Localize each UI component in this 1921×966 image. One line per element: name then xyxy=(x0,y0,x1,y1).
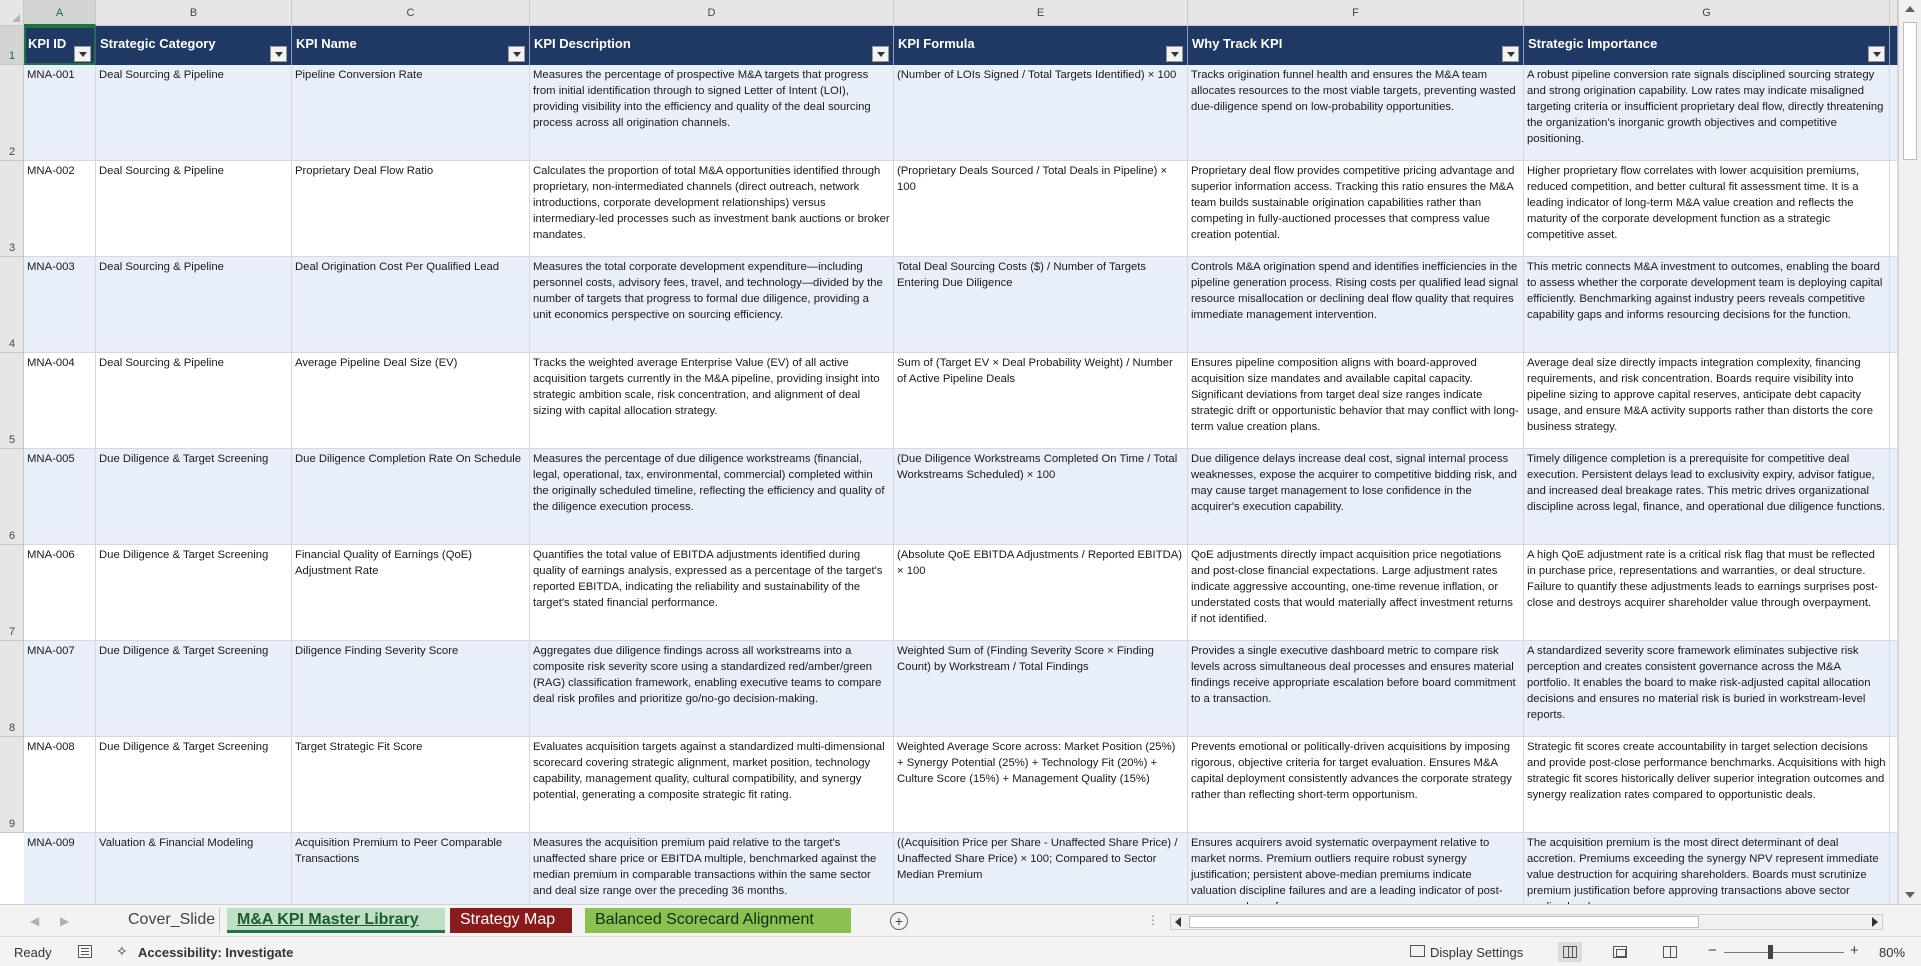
scroll-down-icon[interactable] xyxy=(1905,892,1915,898)
cell-kpi-id[interactable]: MNA-005 xyxy=(24,449,96,545)
cell-kpi-formula[interactable]: (Absolute QoE EBITDA Adjustments / Reported EBITDA) × 100 xyxy=(894,545,1188,641)
cell-kpi-description[interactable]: Aggregates due diligence findings across all workstreams into a composite risk severity score using a standardized red/amber/green (RAG) classification framework, enabling executive teams to compare deal risk profiles and prioritize go/no-go decision-making. xyxy=(530,641,894,737)
cell-kpi-id[interactable]: MNA-002 xyxy=(24,161,96,257)
column-header-c[interactable]: C xyxy=(292,0,530,26)
column-header-a[interactable]: A xyxy=(24,0,96,26)
cell-partial-column[interactable] xyxy=(1890,65,1898,161)
cell-why-track-kpi[interactable]: Tracks origination funnel health and ensures the M&A team allocates resources to the most viable targets, preventing wasted due-diligence spend on low-probability opportunities. xyxy=(1188,65,1524,161)
cell-kpi-description[interactable]: Evaluates acquisition targets against a standardized multi-dimensional scorecard covering strategic alignment, market position, technology capability, management quality, cultural compatibility, and synergy potential, generating a composite strategic fit rating. xyxy=(530,737,894,833)
cell-why-track-kpi[interactable]: Due diligence delays increase deal cost, signal internal process weaknesses, expose the acquirer to competitive bidding risk, and may cause target management to lose confidence in the acquirer's execution capability. xyxy=(1188,449,1524,545)
filter-dropdown-icon[interactable] xyxy=(270,46,287,62)
cell-strategic-importance[interactable]: Higher proprietary flow correlates with lower acquisition premiums, reduced competition, and better cultural fit assessment time. It is a leading indicator of long-term M&A value creation and reflects the maturity of the corporate development function as a strategic competitive asset. xyxy=(1524,161,1890,257)
column-header-f[interactable]: F xyxy=(1188,0,1524,26)
tab-splitter-icon[interactable]: ⋮ xyxy=(1147,913,1158,927)
horizontal-scrollbar[interactable] xyxy=(1170,914,1883,930)
cell-why-track-kpi[interactable]: QoE adjustments directly impact acquisition price negotiations and post-close financial expectations. Large adjustment rates indicate aggressive accounting, one-time revenue inflation, or understated costs that would materially affect investment returns if not identified. xyxy=(1188,545,1524,641)
cell-kpi-name[interactable]: Average Pipeline Deal Size (EV) xyxy=(292,353,530,449)
display-settings-button[interactable]: Display Settings xyxy=(1430,945,1524,960)
cell-kpi-description[interactable]: Calculates the proportion of total M&A opportunities identified through proprietary, non-intermediated channels (direct outreach, network introductions, corporate development relationships) versus intermediary-led processes such as investment bank auctions or broker mandates. xyxy=(530,161,894,257)
vertical-scrollbar[interactable] xyxy=(1898,0,1921,904)
cell-kpi-name[interactable]: Target Strategic Fit Score xyxy=(292,737,530,833)
normal-view-icon xyxy=(1563,946,1577,958)
accessibility-icon[interactable]: ✧ xyxy=(116,943,128,959)
row-header[interactable]: 7 xyxy=(0,545,24,641)
cell-strategic-importance[interactable]: Timely diligence completion is a prerequisite for competitive deal execution. Persistent delays lead to exclusivity expiry, advisor fatigue, and increased deal breakage rates. This metric drives organizational discipline across legal, finance, and operational due diligence functions. xyxy=(1524,449,1890,545)
cell-kpi-name[interactable]: Due Diligence Completion Rate On Schedule xyxy=(292,449,530,545)
cell-kpi-id[interactable]: MNA-003 xyxy=(24,257,96,353)
status-bar xyxy=(0,936,1921,966)
cell-partial-column[interactable] xyxy=(1890,353,1898,449)
cell-partial-column[interactable] xyxy=(1890,257,1898,353)
column-header-b[interactable]: B xyxy=(96,0,292,26)
cell-strategic-category[interactable]: Due Diligence & Target Screening xyxy=(96,545,292,641)
cell-kpi-name[interactable]: Acquisition Premium to Peer Comparable Transactions xyxy=(292,833,530,929)
cell-kpi-id[interactable]: MNA-001 xyxy=(24,65,96,161)
cell-strategic-category[interactable]: Due Diligence & Target Screening xyxy=(96,737,292,833)
sheet-tab-cover-slide[interactable]: Cover_Slide xyxy=(118,908,220,933)
column-header-e[interactable]: E xyxy=(894,0,1188,26)
cell-kpi-description[interactable]: Quantifies the total value of EBITDA adjustments identified during quality of earnings analysis, expressed as a percentage of the target's reported EBITDA, indicating the reliability and sustainability of the target's stated financial performance. xyxy=(530,545,894,641)
scroll-right-icon[interactable] xyxy=(1872,917,1878,927)
cell-why-track-kpi[interactable]: Proprietary deal flow provides competitive pricing advantage and superior information access. Tracking this ratio ensures the M&A team builds sustainable origination capabilities rather than competing in fully-auctioned processes that compress value creation potential. xyxy=(1188,161,1524,257)
cell-kpi-name[interactable]: Pipeline Conversion Rate xyxy=(292,65,530,161)
cell-kpi-id[interactable]: MNA-008 xyxy=(24,737,96,833)
cell-strategic-importance[interactable]: A high QoE adjustment rate is a critical risk flag that must be reflected in purchase price, representations and warranties, or deal structure. Failure to quantify these adjustments leads to earnings surprises post-close and destroys acquirer shareholder value through overpayment. xyxy=(1524,545,1890,641)
column-header-h-partial[interactable] xyxy=(1890,0,1898,26)
display-settings-icon[interactable] xyxy=(1410,945,1425,957)
status-ready-label: Ready xyxy=(14,945,52,960)
tab-scroll-left-icon[interactable]: ◀ xyxy=(30,914,40,928)
cell-partial-column[interactable] xyxy=(1890,161,1898,257)
cell-kpi-description[interactable]: Measures the acquisition premium paid relative to the target's unaffected share price or EBITDA multiple, benchmarked against the median premium in comparable transactions within the same sector and deal size range over the preceding 36 months. xyxy=(530,833,894,929)
cell-kpi-formula[interactable]: (Number of LOIs Signed / Total Targets Identified) × 100 xyxy=(894,65,1188,161)
scroll-up-icon[interactable] xyxy=(1905,6,1915,12)
cell-partial-column[interactable] xyxy=(1890,641,1898,737)
cell-kpi-description[interactable]: Measures the percentage of due diligence workstreams (financial, legal, operational, tax, environmental, commercial) completed within the originally scheduled timeline, reflecting the efficiency and quality of the diligence execution process. xyxy=(530,449,894,545)
cell-kpi-name[interactable]: Financial Quality of Earnings (QoE) Adjustment Rate xyxy=(292,545,530,641)
header-cell-why-track-kpi[interactable]: Why Track KPI xyxy=(1188,26,1524,65)
column-header-g[interactable]: G xyxy=(1524,0,1890,26)
row-header[interactable]: 8 xyxy=(0,641,24,737)
cell-kpi-id[interactable]: MNA-006 xyxy=(24,545,96,641)
filter-dropdown-icon[interactable] xyxy=(1166,46,1183,62)
cell-strategic-category[interactable]: Deal Sourcing & Pipeline xyxy=(96,161,292,257)
cell-kpi-formula[interactable]: Weighted Average Score across: Market Position (25%) + Synergy Potential (25%) + Technology Fit (20%) + Culture Score (15%) + Management Quality (15%) xyxy=(894,737,1188,833)
cell-strategic-category[interactable]: Valuation & Financial Modeling xyxy=(96,833,292,929)
scroll-left-icon[interactable] xyxy=(1175,917,1181,927)
row-header[interactable]: 4 xyxy=(0,257,24,353)
row-header[interactable]: 2 xyxy=(0,65,24,161)
cell-kpi-formula[interactable]: Sum of (Target EV × Deal Probability Weight) / Number of Active Pipeline Deals xyxy=(894,353,1188,449)
cell-strategic-importance[interactable]: This metric connects M&A investment to outcomes, enabling the board to assess whether the corporate development team is deploying capital efficiently. Benchmarking against industry peers reveals competitive capability gaps and informs resourcing decisions for the function. xyxy=(1524,257,1890,353)
header-cell-partial[interactable] xyxy=(1890,26,1898,65)
cell-strategic-category[interactable]: Deal Sourcing & Pipeline xyxy=(96,353,292,449)
cell-kpi-formula[interactable]: ((Acquisition Price per Share - Unaffected Share Price) / Unaffected Share Price) × 100; Compared to Sector Median Premium xyxy=(894,833,1188,929)
cell-why-track-kpi[interactable]: Ensures pipeline composition aligns with board-approved acquisition size mandates and available capital capacity. Significant deviations from target deal size ranges indicate strategic drift or opportunistic behavior that may conflict with long-term value creation plans. xyxy=(1188,353,1524,449)
cell-strategic-importance[interactable]: A robust pipeline conversion rate signals disciplined sourcing strategy and strong origination capability. Low rates may indicate misaligned targeting criteria or insufficient proprietary deal flow, directly threatening the organization's inorganic growth objectives and competitive positioning. xyxy=(1524,65,1890,161)
header-cell-kpi-name[interactable]: KPI Name xyxy=(292,26,530,65)
zoom-slider-thumb[interactable] xyxy=(1768,945,1773,959)
filter-dropdown-icon[interactable] xyxy=(74,46,91,62)
sheet-tab-strategy-map[interactable]: Strategy Map xyxy=(450,908,572,933)
sheet-tab-balanced-scorecard[interactable]: Balanced Scorecard Alignment xyxy=(585,908,851,933)
row-header[interactable]: 1 xyxy=(0,26,24,65)
zoom-in-icon[interactable]: + xyxy=(1850,942,1859,959)
page-break-preview-button[interactable] xyxy=(1658,942,1682,962)
cell-partial-column[interactable] xyxy=(1890,737,1898,833)
column-header-d[interactable]: D xyxy=(530,0,894,26)
header-cell-strategic-category[interactable]: Strategic Category xyxy=(96,26,292,65)
tab-scroll-right-icon[interactable]: ▶ xyxy=(60,914,70,928)
cell-kpi-formula[interactable]: (Proprietary Deals Sourced / Total Deals in Pipeline) × 100 xyxy=(894,161,1188,257)
cell-kpi-description[interactable]: Tracks the weighted average Enterprise Value (EV) of all active acquisition targets currently in the M&A pipeline, providing insight into strategic ambition scale, risk concentration, and alignment of deal sizing with capital allocation strategy. xyxy=(530,353,894,449)
cell-why-track-kpi[interactable]: Ensures acquirers avoid systematic overpayment relative to market norms. Premium outliers require robust synergy justification; persistent above-median premiums indicate valuation discipline failures and are a leading indicator of post- xyxy=(1188,833,1524,929)
cell-kpi-id[interactable]: MNA-007 xyxy=(24,641,96,737)
cell-partial-column[interactable] xyxy=(1890,545,1898,641)
sheet-tab-kpi-master-library[interactable]: M&A KPI Master Library xyxy=(227,908,445,933)
page-layout-view-button[interactable] xyxy=(1608,942,1632,962)
cell-kpi-id[interactable]: MNA-004 xyxy=(24,353,96,449)
row-header[interactable]: 6 xyxy=(0,449,24,545)
accessibility-status[interactable]: Accessibility: Investigate xyxy=(138,945,294,960)
filter-dropdown-icon[interactable] xyxy=(1868,46,1885,62)
zoom-out-icon[interactable]: − xyxy=(1708,942,1717,959)
row-header[interactable]: 9 xyxy=(0,737,24,833)
cell-strategic-category[interactable]: Deal Sourcing & Pipeline xyxy=(96,257,292,353)
header-cell-kpi-formula[interactable]: KPI Formula xyxy=(894,26,1188,65)
header-cell-kpi-description[interactable]: KPI Description xyxy=(530,26,894,65)
cell-why-track-kpi[interactable]: Controls M&A origination spend and identifies inefficiencies in the pipeline generation process. Rising costs per qualified lead signal resource misallocation or declining deal flow quality that requires immediate management intervention. xyxy=(1188,257,1524,353)
add-sheet-icon[interactable]: + xyxy=(890,912,908,930)
cell-strategic-importance[interactable]: Strategic fit scores create accountability in target selection decisions and provide post-close performance benchmarks. Acquisitions with high strategic fit scores historically deliver superior integration outcomes and synergy realization rates compared to opportunistic deals. xyxy=(1524,737,1890,833)
normal-view-button[interactable] xyxy=(1558,942,1582,962)
cell-strategic-importance[interactable]: A standardized severity score framework eliminates subjective risk perception and creates consistent governance across the M&A portfolio. It enables the board to make risk-adjusted capital allocation decisions and ensures no material risk is buried in workstream-level reports. xyxy=(1524,641,1890,737)
cell-kpi-formula[interactable]: (Due Diligence Workstreams Completed On Time / Total Workstreams Scheduled) × 100 xyxy=(894,449,1188,545)
filter-dropdown-icon[interactable] xyxy=(508,46,525,62)
cell-strategic-importance[interactable]: The acquisition premium is the most direct determinant of deal accretion. Premiums exceeding the synergy NPV represent immediate value destruction for acquiring shareholders. Boards must scrutinize premium justification before approving transactions above sector xyxy=(1524,833,1890,929)
cell-kpi-id[interactable]: MNA-009 xyxy=(24,833,96,929)
cell-kpi-formula[interactable]: Total Deal Sourcing Costs ($) / Number of Targets Entering Due Diligence xyxy=(894,257,1188,353)
cell-kpi-description[interactable]: Measures the percentage of prospective M&A targets that progress from initial identification through to signed Letter of Intent (LOI), providing visibility into the efficiency and quality of the deal sourcing process across all origination channels. xyxy=(530,65,894,161)
scroll-thumb[interactable] xyxy=(1903,22,1917,160)
header-cell-strategic-importance[interactable]: Strategic Importance xyxy=(1524,26,1890,65)
page-break-icon xyxy=(1663,946,1677,958)
cell-strategic-importance[interactable]: Average deal size directly impacts integration complexity, financing requirements, and risk concentration. Boards require visibility into pipeline sizing to approve capital reserves, anticipate debt capacity usage, and ensure M&A activity supports rather than distorts the core business strategy. xyxy=(1524,353,1890,449)
cell-kpi-description[interactable]: Measures the total corporate development expenditure—including personnel costs, advisory fees, travel, and technology—divided by the number of targets that progress to formal due diligence, providing a unit economics perspective on sourcing efficiency. xyxy=(530,257,894,353)
macro-recording-icon[interactable] xyxy=(78,945,92,958)
row-header[interactable]: 3 xyxy=(0,161,24,257)
page-layout-icon xyxy=(1613,946,1627,958)
cell-kpi-formula[interactable]: Weighted Sum of (Finding Severity Score × Finding Count) by Workstream / Total Findings xyxy=(894,641,1188,737)
sheet-tab-bar xyxy=(0,904,1921,936)
filter-dropdown-icon[interactable] xyxy=(1502,46,1519,62)
row-header[interactable]: 5 xyxy=(0,353,24,449)
cell-kpi-name[interactable]: Deal Origination Cost Per Qualified Lead xyxy=(292,257,530,353)
cell-partial-column[interactable] xyxy=(1890,449,1898,545)
zoom-level[interactable]: 80% xyxy=(1879,945,1906,960)
select-all-button[interactable] xyxy=(0,0,24,26)
cell-why-track-kpi[interactable]: Prevents emotional or politically-driven acquisitions by imposing rigorous, objective criteria for target evaluation. Ensures M&A capital deployment consistently advances the corporate strategy rather than reflecting short-term opportunism. xyxy=(1188,737,1524,833)
cell-strategic-category[interactable]: Deal Sourcing & Pipeline xyxy=(96,65,292,161)
filter-dropdown-icon[interactable] xyxy=(872,46,889,62)
cell-why-track-kpi[interactable]: Provides a single executive dashboard metric to compare risk levels across simultaneous deal processes and ensures material findings receive appropriate escalation before board commitment to a transaction. xyxy=(1188,641,1524,737)
scroll-thumb[interactable] xyxy=(1189,916,1699,928)
cell-strategic-category[interactable]: Due Diligence & Target Screening xyxy=(96,449,292,545)
cell-kpi-name[interactable]: Diligence Finding Severity Score xyxy=(292,641,530,737)
cell-strategic-category[interactable]: Due Diligence & Target Screening xyxy=(96,641,292,737)
zoom-slider[interactable] xyxy=(1724,952,1844,953)
cell-kpi-name[interactable]: Proprietary Deal Flow Ratio xyxy=(292,161,530,257)
header-cell-kpi-id[interactable]: KPI ID xyxy=(24,26,96,65)
